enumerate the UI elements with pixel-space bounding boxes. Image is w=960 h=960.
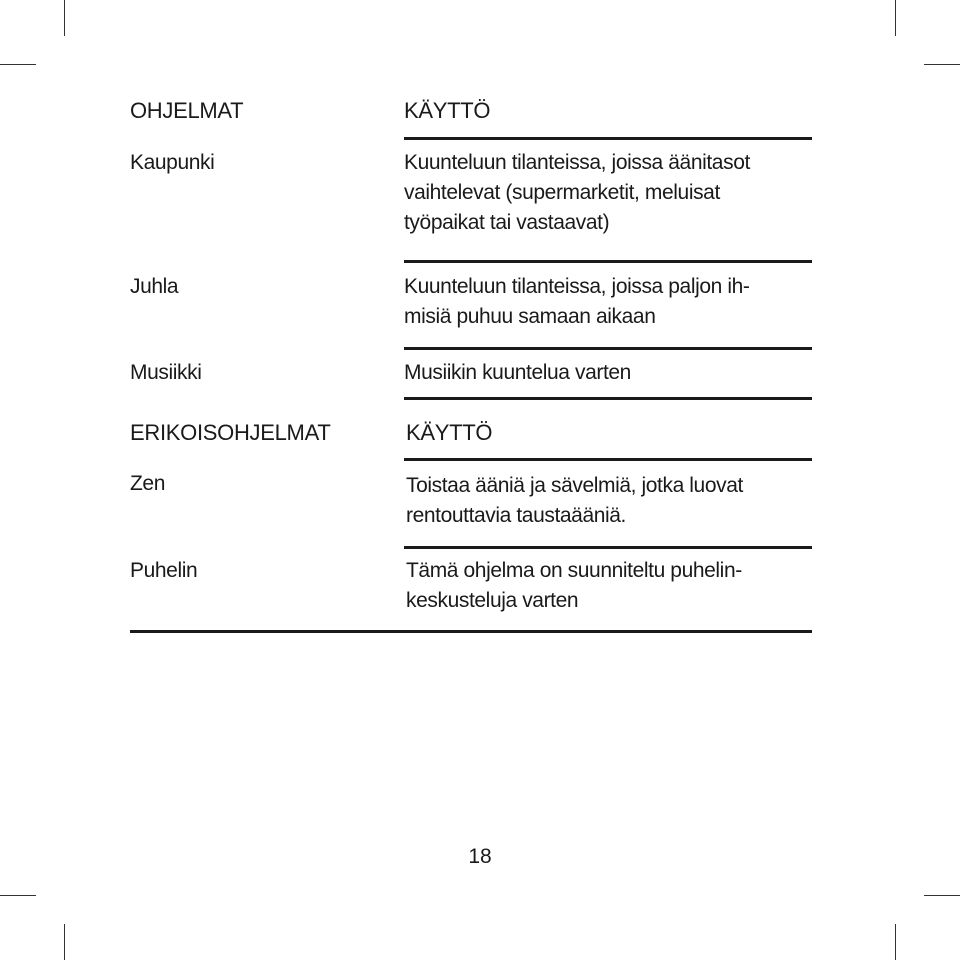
program-name: Zen [130, 472, 165, 495]
page-number: 18 [468, 845, 492, 868]
program-name: Puhelin [130, 559, 198, 582]
programs-header-right: KÄYTTÖ [404, 98, 491, 123]
program-description: Tämä ohjelma on suunniteltu puhelin- keskusteluja varten [406, 559, 742, 612]
program-description: Musiikin kuuntelua varten [404, 361, 631, 384]
special-header-right: KÄYTTÖ [406, 420, 493, 445]
program-name: Kaupunki [130, 151, 215, 174]
row-rule [404, 546, 812, 549]
header-rule [404, 458, 812, 461]
program-name: Musiikki [130, 361, 202, 384]
program-description: Kuunteluun tilanteissa, joissa paljon ih- misiä puhuu samaan aikaan [404, 275, 750, 328]
special-header-left: ERIKOISOHJELMAT [130, 420, 331, 445]
program-description: Toistaa ääniä ja sävelmiä, jotka luovat rentouttavia taustaääniä. [406, 474, 743, 527]
program-name: Juhla [130, 275, 179, 298]
special-programs-table [130, 0, 812, 640]
program-description: Kuunteluun tilanteissa, joissa äänitasot vaihtelevat (supermarketit, meluisat työpaikat tai vastaavat) [404, 151, 750, 234]
programs-header-left: OHJELMAT [130, 98, 244, 123]
table-bottom-rule [130, 630, 812, 633]
